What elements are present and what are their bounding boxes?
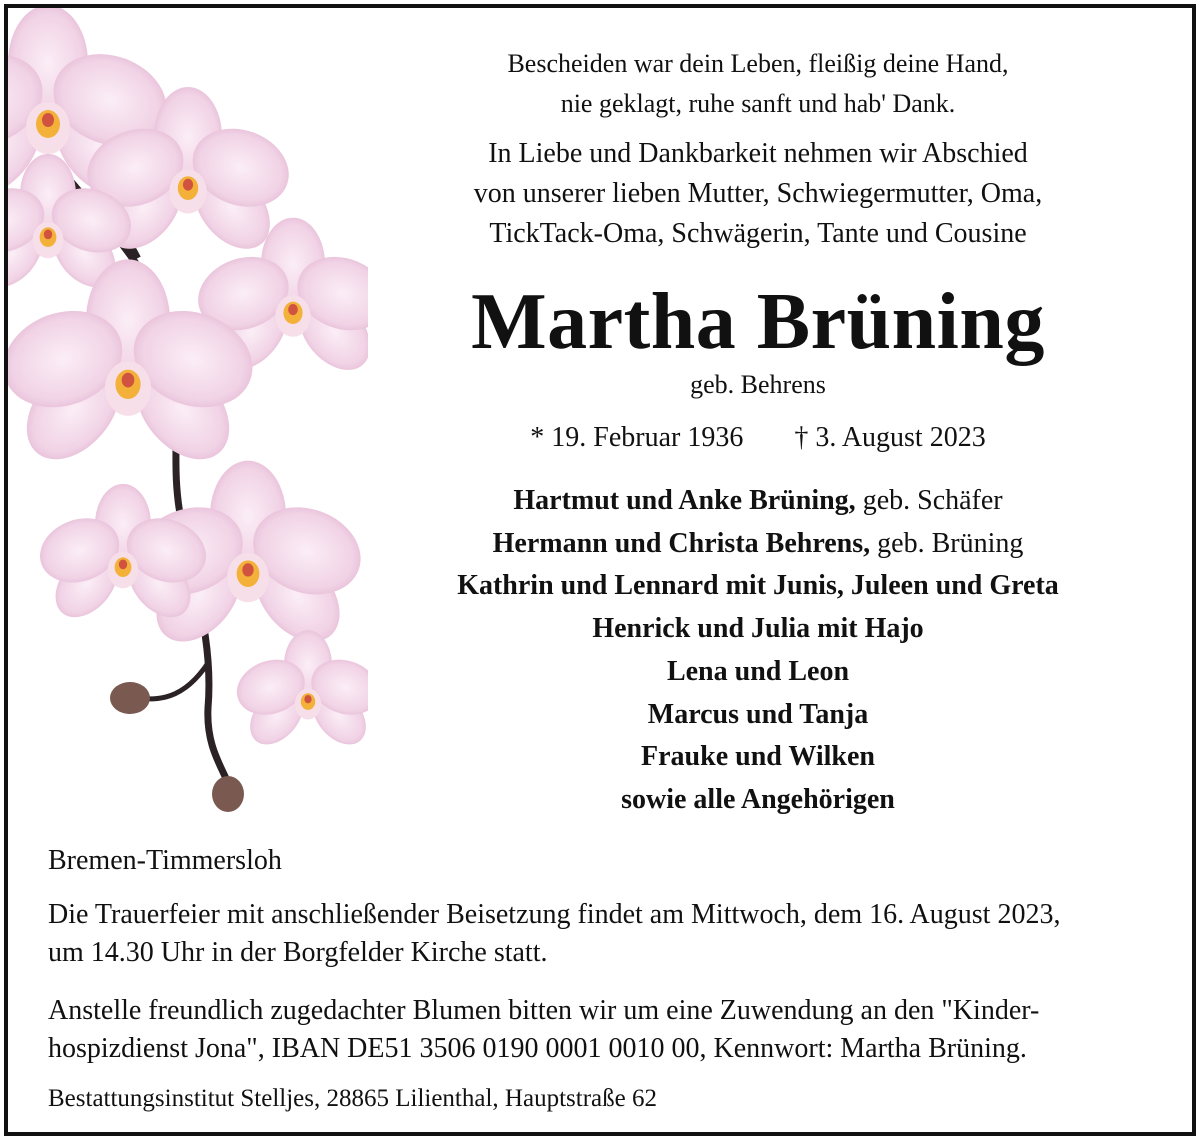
mourner-names: sowie alle Angehörigen [621,783,895,815]
mourner-line [398,651,1118,694]
mourner-names: Hartmut und Anke Brüning, [513,485,856,516]
obituary-frame [4,4,1196,1136]
life-dates [398,418,1118,458]
undertaker: Bestattungsinstitut Stelljes, 28865 Lilienthal, Hauptstraße 62 [48,1085,657,1112]
mourner-names: Lena und Leon [666,655,850,687]
mourner-line [398,608,1118,651]
mourner-names: Marcus und Tanja [647,698,869,730]
intro-text [398,134,1118,254]
mourner-names: Frauke und Wilken [641,741,875,773]
birth-name: geb. Behrens [690,370,826,399]
intro-line-1: In Liebe und Dankbarkeit nehmen wir Abschied [488,138,1028,169]
donation-line-1: Anstelle freundlich zugedachter Blumen bitten wir um eine Zuwendung an den "Kinder- [48,995,1040,1026]
mourner-line [398,565,1118,608]
mourners-list [398,480,1118,822]
ceremony-line-1: Die Trauerfeier mit anschließender Beisetzung findet am Mittwoch, dem 16. August 2023, [48,899,1061,930]
ceremony-info [48,896,1160,972]
mourner-line [398,480,1118,523]
deceased-name: Martha Brüning [471,278,1045,366]
mourner-names: Henrick und Julia mit Hajo [592,613,924,645]
donation-line-2: hospizdienst Jona", IBAN DE51 3506 0190 0001 0010 00, Kennwort: Martha Brüning. [48,1033,1027,1064]
verse-line-2: nie geklagt, ruhe sanft und hab' Dank. [560,89,956,118]
birth-date: * 19. Februar 1936 [530,422,744,453]
mourner-line [398,694,1118,737]
place: Bremen-Timmersloh [48,845,282,876]
mourner-note: geb. Schäfer [855,485,1003,516]
verse-line-1: Bescheiden war dein Leben, fleißig deine Hand, [507,49,1009,78]
mourner-line [398,736,1118,779]
intro-line-2: von unserer lieben Mutter, Schwiegermutter, Oma, [473,178,1043,209]
mourner-note: geb. Brüning [870,527,1024,559]
intro-line-3: TickTack-Oma, Schwägerin, Tante und Cousine [489,218,1027,249]
mourner-names: Hermann und Christa Behrens, [492,527,871,559]
mourner-names: Kathrin und Lennard mit Junis, Juleen und Greta [457,570,1059,602]
verse [398,44,1118,124]
orchid-icon [8,8,368,828]
mourner-line [398,523,1118,566]
donation-info [48,992,1160,1068]
ceremony-line-2: um 14.30 Uhr in der Borgfelder Kirche statt. [48,937,548,968]
mourner-line [398,779,1118,822]
death-date: † 3. August 2023 [794,422,986,453]
